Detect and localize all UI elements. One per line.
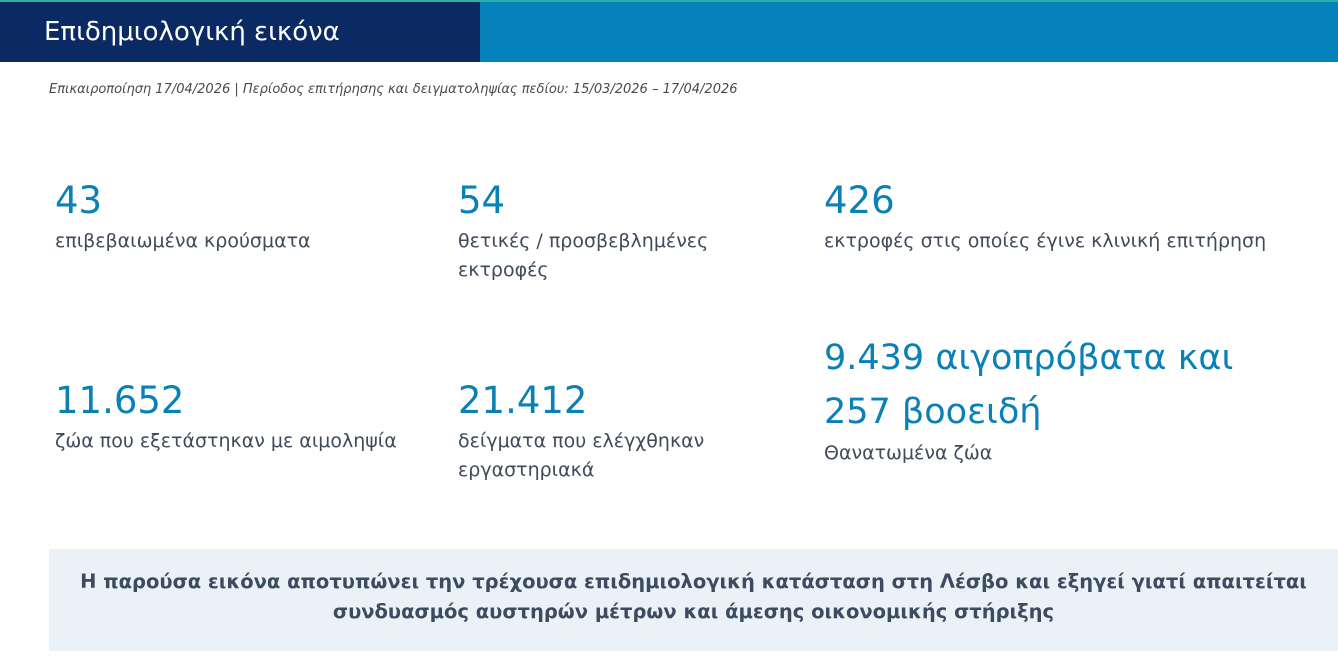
stat-label: Θανατωμένα ζώα (824, 442, 993, 464)
summary-note: Η παρούσα εικόνα αποτυπώνει την τρέχουσα επιδημιολογική κατάσταση στη Λέσβο και εξηγεί γιατί απαιτείται συνδυασμός αυστηρών μέτρων και άμεσης οικονομικής στήριξης (49, 549, 1338, 651)
header-bar (0, 0, 1338, 62)
stat-positive-farms (458, 177, 788, 285)
stat-culled-animals (824, 331, 1324, 468)
stat-label: δείγματα που ελέγχθηκαν εργαστηριακά (458, 430, 705, 481)
stat-value: 426 (824, 179, 895, 222)
stat-samples-tested (458, 377, 788, 485)
stat-label: ζώα που εξετάστηκαν με αιμοληψία (55, 430, 397, 452)
stat-label: εκτροφές στις οποίες έγινε κλινική επιτήρηση (824, 230, 1267, 252)
stat-surveilled-farms (824, 177, 1324, 256)
page-title: Επιδημιολογική εικόνα (44, 17, 340, 47)
stat-value: 54 (458, 179, 506, 222)
stat-confirmed-cases (55, 177, 435, 256)
stat-value: 21.412 (458, 379, 588, 422)
header-title-block (0, 2, 480, 62)
stat-value-line-1: 9.439 αιγοπρόβατα και (824, 338, 1234, 378)
stat-value: 43 (55, 179, 103, 222)
update-subtitle: Επικαιροποίηση 17/04/2026 | Περίοδος επιτήρησης και δειγματοληψίας πεδίου: 15/03/2026 – 17/04/2026 (49, 82, 738, 97)
stat-value: 11.652 (55, 379, 185, 422)
stat-value-line-2: 257 βοοειδή (824, 392, 1042, 432)
stat-label: θετικές / προσβεβλημένες εκτροφές (458, 230, 709, 281)
stat-label: επιβεβαιωμένα κρούσματα (55, 230, 311, 252)
stat-animals-tested (55, 377, 445, 456)
